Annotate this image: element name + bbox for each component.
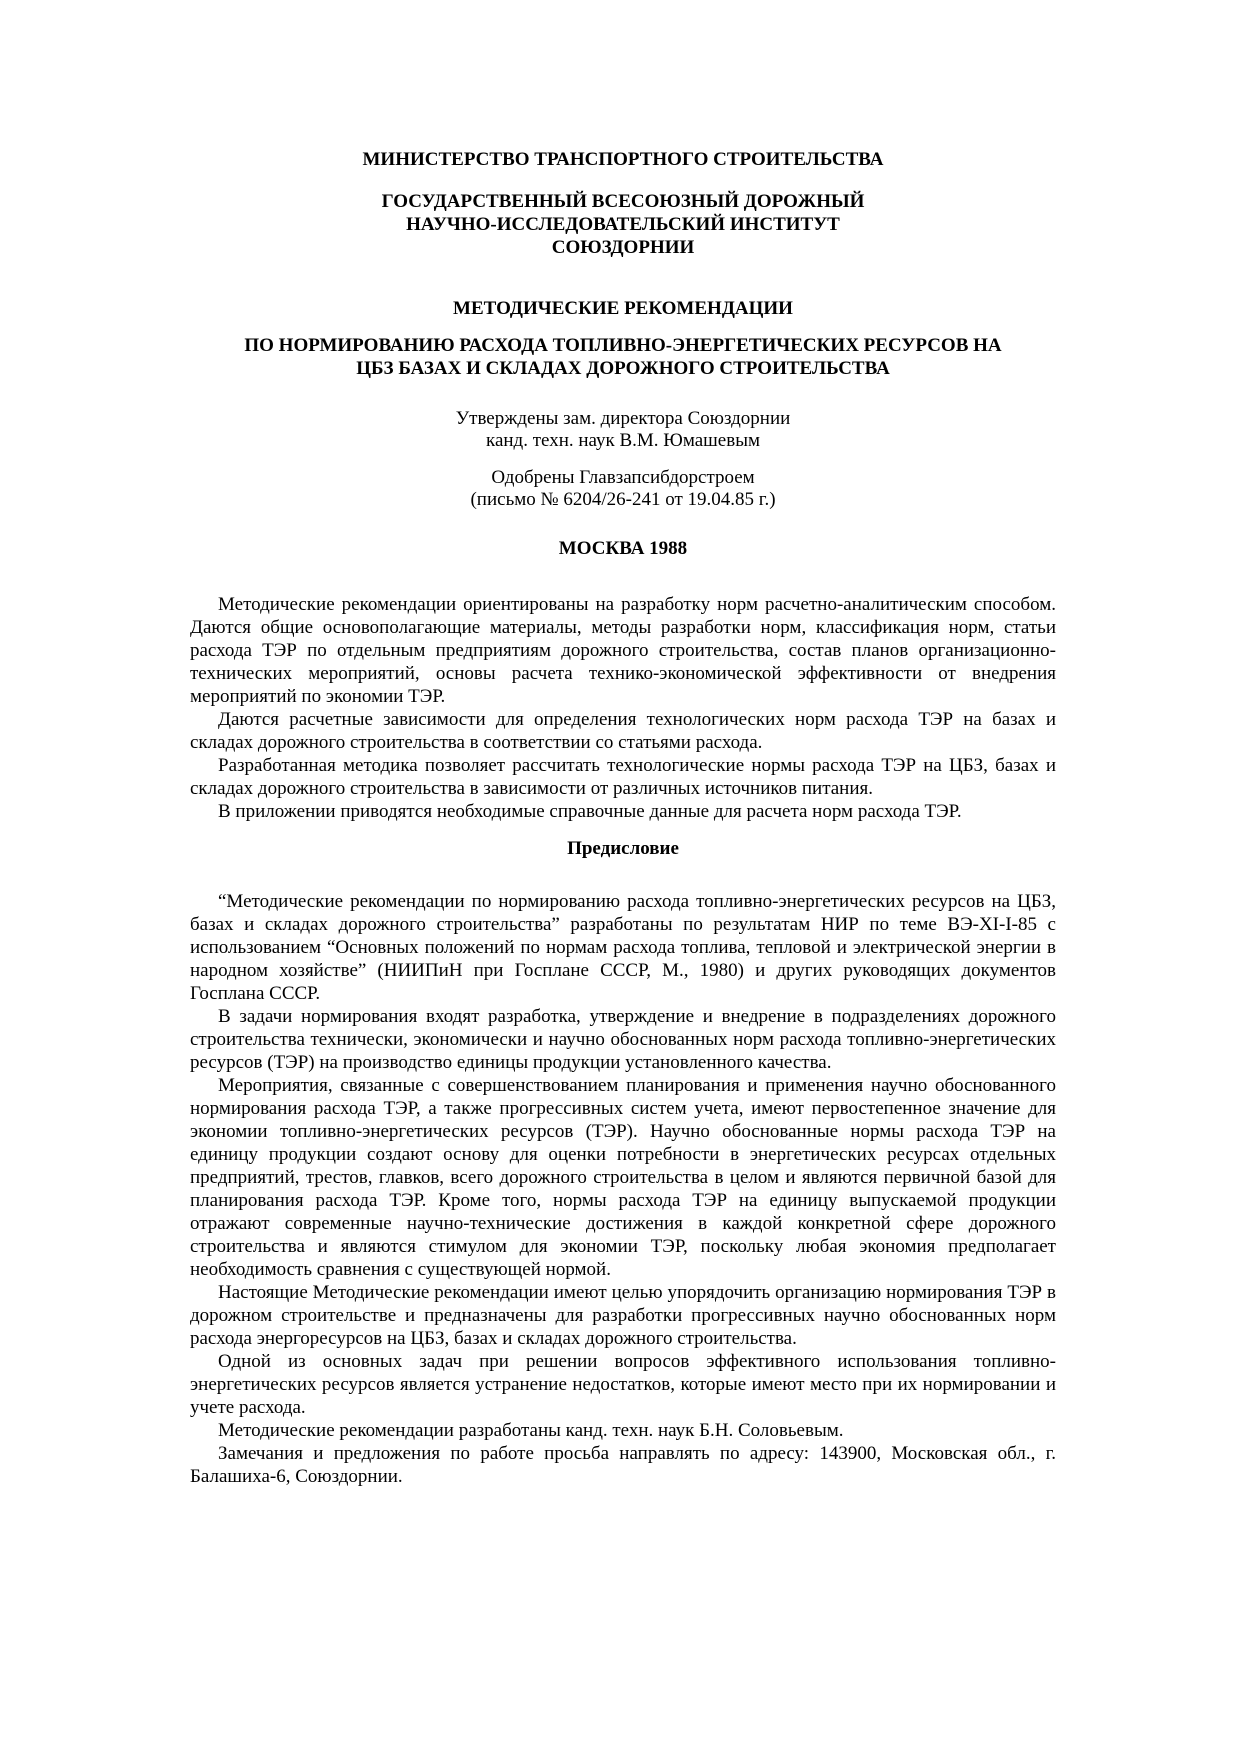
preface-paragraph: Мероприятия, связанные с совершенствованием планирования и применения научно обоснованного нормирования расхода ТЭР, а также прогрессивных систем учета, имеют первостепенное значение для экономии топливно-энергетических ресурсов (ТЭР). Научно обоснованные нормы расхода ТЭР на единицу продукции создают основу для оценки потребности в энергетических ресурсах отдельных предприятий, трестов, главков, всего дорожного строительства в целом и являются первичной базой для планирования расхода ТЭР. Кроме того, нормы расхода ТЭР на единицу выпускаемой продукции отражают современные научно-технические достижения в каждой конкретной сфере дорожного строительства и являются стимулом для экономии ТЭР, поскольку любая экономия предполагает необходимость сравнения с существующей нормой. [190,1075,1056,1280]
document-title-line: ЦБЗ БАЗАХ И СКЛАДАХ ДОРОЖНОГО СТРОИТЕЛЬСТВА [356,358,890,379]
preface-paragraph: Замечания и предложения по работе просьба направлять по адресу: 143900, Московская обл., г. Балашиха-6, Союздорнии. [190,1443,1056,1487]
institute-line: ГОСУДАРСТВЕННЫЙ ВСЕСОЮЗНЫЙ ДОРОЖНЫЙ [381,191,865,212]
approval-line: Утверждены зам. директора Союздорнии [455,408,791,429]
abstract-paragraph: Методические рекомендации ориентированы на разработку норм расчетно-аналитическим способом. Даются общие основополагающие материалы, методы разработки норм, классификация норм, статьи расхода ТЭР по отдельным предприятиям дорожного строительства, состав планов организационно-технических мероприятий, основы расчета технико-экономической эффективности от внедрения мероприятий по экономии ТЭР. [190,594,1056,707]
preface-body [190,890,1056,1488]
endorsement-line: (письмо № 6204/26-241 от 19.04.85 г.) [470,489,776,510]
preface-paragraph: В задачи нормирования входят разработка, утверждение и внедрение в подразделениях дорожного строительства технически, экономически и научно обоснованных норм расхода топливно-энергетических ресурсов (ТЭР) на производство единицы продукции установленного качества. [190,1006,1056,1073]
institute-line: НАУЧНО-ИССЛЕДОВАТЕЛЬСКИЙ ИНСТИТУТ [406,214,840,235]
document-page [190,148,1056,1488]
preface-paragraph: Настоящие Методические рекомендации имеют целью упорядочить организацию нормирования ТЭР в дорожном строительстве и предназначены для разработки прогрессивных научно обоснованных норм расхода энергоресурсов на ЦБЗ, базах и складах дорожного строительства. [190,1282,1056,1349]
approval-line: канд. техн. наук В.М. Юмашевым [486,430,760,451]
abstract-paragraph: Даются расчетные зависимости для определения технологических норм расхода ТЭР на базах и складах дорожного строительства в соответствии со статьями расхода. [190,709,1056,753]
preface-paragraph: Одной из основных задач при решении вопросов эффективного использования топливно-энергетических ресурсов является устранение недостатков, которые имеют место при их нормировании и учете расхода. [190,1351,1056,1418]
abstract-paragraph: В приложении приводятся необходимые справочные данные для расчета норм расхода ТЭР. [218,801,962,822]
preface-paragraph: Методические рекомендации разработаны канд. техн. наук Б.Н. Соловьевым. [218,1420,844,1441]
document-type: МЕТОДИЧЕСКИЕ РЕКОМЕНДАЦИИ [453,298,793,319]
institute-line: СОЮЗДОРНИИ [551,237,695,258]
approval-note [190,408,1056,452]
ministry-heading: МИНИСТЕРСТВО ТРАНСПОРТНОГО СТРОИТЕЛЬСТВА [362,149,884,170]
document-title-line: ПО НОРМИРОВАНИЮ РАСХОДА ТОПЛИВНО-ЭНЕРГЕТИЧЕСКИХ РЕСУРСОВ НА [244,335,1002,356]
city-year: МОСКВА 1988 [558,538,688,559]
endorsement-note [190,467,1056,511]
preface-paragraph: “Методические рекомендации по нормированию расхода топливно-энергетических ресурсов на ЦБЗ, базах и складах дорожного строительства” разработаны по результатам НИР по теме ВЭ-XI-I-85 с использованием “Основных положений по нормам расхода топлива, тепловой и электрической энергии в народном хозяйстве” (НИИПиН при Госплане СССР, М., 1980) и других руководящих документов Госплана СССР. [190,891,1056,1004]
institute-heading [190,190,1056,259]
document-title [190,334,1056,380]
endorsement-line: Одобрены Главзапсибдорстроем [491,467,755,488]
preface-heading: Предисловие [567,838,679,859]
abstract [190,593,1056,823]
abstract-paragraph: Разработанная методика позволяет рассчитать технологические нормы расхода ТЭР на ЦБЗ, базах и складах дорожного строительства в зависимости от различных источников питания. [190,755,1056,799]
